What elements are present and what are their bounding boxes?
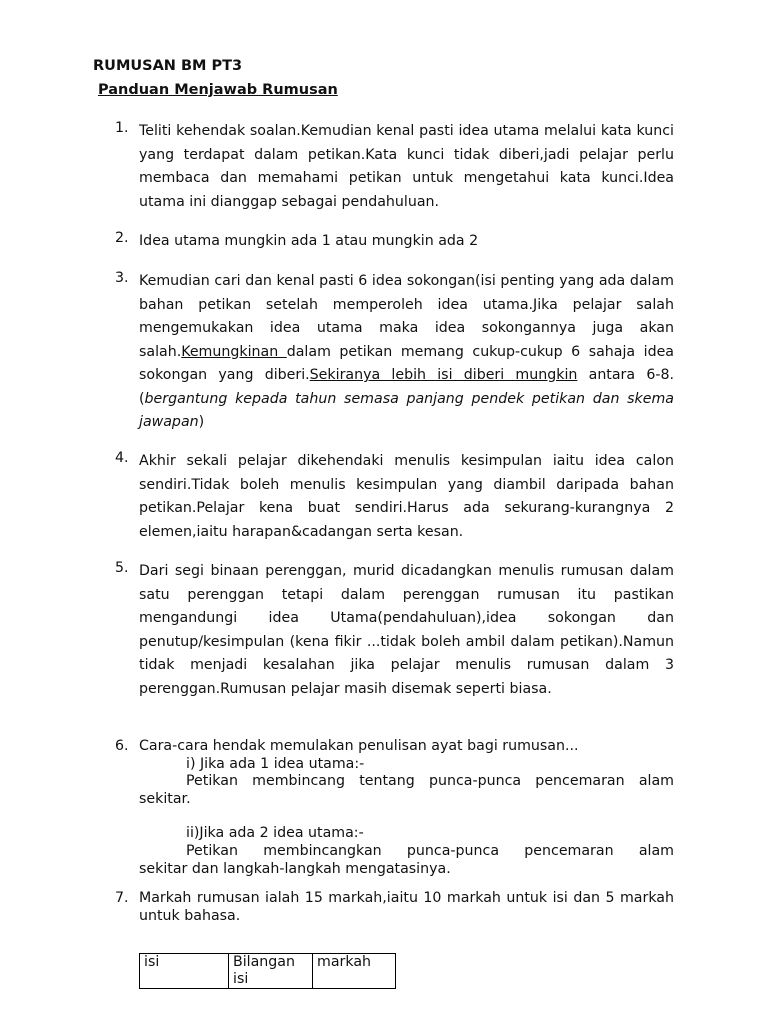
item-number: 1. bbox=[115, 120, 129, 136]
table-row bbox=[140, 954, 396, 989]
item-text: Idea utama mungkin ada 1 atau mungkin ada 2 bbox=[139, 233, 479, 249]
item-number: 3. bbox=[115, 270, 129, 286]
item-text-part: Kemudian cari dan kenal pasti 6 idea sokongan(isi penting yang ada dalam bahan petikan setelah memperoleh idea utama.Jika pelajar salah mengemukakan idea utama maka idea sokongannya juga akan salah. bbox=[139, 273, 674, 360]
item-number: 7. bbox=[115, 890, 129, 906]
italic-text: bergantung kepada tahun semasa panjang pendek petikan dan skema jawapan bbox=[139, 390, 674, 430]
option-2-example-cont: sekitar dan langkah-langkah mengatasinya. bbox=[139, 860, 451, 877]
item-text bbox=[139, 270, 674, 435]
item-text bbox=[139, 738, 674, 878]
item-text-part: dalam petikan memang cukup-cukup 6 sahaja idea sokongan yang diberi. bbox=[139, 343, 675, 383]
underlined-text: Sekiranya lebih isi diberi mungkin bbox=[309, 367, 578, 383]
marks-table bbox=[139, 953, 396, 989]
option-2-label: ii)Jika ada 2 idea utama:- bbox=[186, 825, 364, 842]
option-1-label: i) Jika ada 1 idea utama:- bbox=[186, 755, 365, 772]
item-text-part: antara 6-8.( bbox=[139, 367, 674, 407]
item-number: 4. bbox=[115, 450, 129, 466]
item-intro: Cara-cara hendak memulakan penulisan ayat bagi rumusan... bbox=[139, 738, 579, 754]
option-1-example-cont: sekitar. bbox=[139, 790, 191, 807]
document-title: RUMUSAN BM PT3 bbox=[93, 58, 243, 74]
list-item-5 bbox=[115, 560, 674, 701]
option-1-example: Petikan membincang tentang punca-punca pencemaran alam bbox=[186, 773, 674, 790]
list-item-4 bbox=[115, 450, 674, 544]
list-item-6 bbox=[115, 738, 674, 878]
item-number: 2. bbox=[115, 230, 129, 246]
item-number: 6. bbox=[115, 738, 129, 754]
item-text: Dari segi binaan perenggan, murid dicadangkan menulis rumusan dalam satu perenggan tetapi dalam perenggan rumusan itu pastikan mengandungi idea Utama(pendahuluan),idea sokongan dan penutup/kesimpulan (kena fikir ...tidak boleh ambil dalam petikan).Namun tidak menjadi kesalahan jika pelajar menulis rumusan dalam 3 perenggan.Rumusan pelajar masih disemak seperti biasa. bbox=[139, 563, 674, 697]
item-text: Teliti kehendak soalan.Kemudian kenal pasti idea utama melalui kata kunci yang terdapat dalam petikan.Kata kunci tidak diberi,jadi pelajar perlu membaca dan memahami petikan untuk mengetahui kata kunci.Idea utama ini dianggap sebagai pendahuluan. bbox=[139, 123, 674, 210]
table-header-cell: markah bbox=[313, 954, 396, 989]
list-item-1 bbox=[115, 120, 674, 214]
table-header-cell: Bilangan isi bbox=[229, 954, 313, 989]
list-item-7 bbox=[115, 890, 674, 925]
item-number: 5. bbox=[115, 560, 129, 576]
document-subtitle: Panduan Menjawab Rumusan bbox=[98, 82, 338, 98]
underlined-text: Kemungkinan bbox=[181, 343, 287, 360]
table-header-cell: isi bbox=[140, 954, 229, 989]
option-2-example: Petikan membincangkan punca-punca pencemaran alam bbox=[186, 842, 674, 859]
list-item-2 bbox=[115, 230, 674, 254]
list-item-3 bbox=[115, 270, 674, 435]
item-text: Akhir sekali pelajar dikehendaki menulis kesimpulan iaitu idea calon sendiri.Tidak boleh menulis kesimpulan yang diambil daripada bahan petikan.Pelajar kena buat sendiri.Harus ada sekurang-kurangnya 2 elemen,iaitu harapan&cadangan serta kesan. bbox=[139, 453, 674, 540]
item-text-part: ) bbox=[198, 414, 205, 430]
item-text: Markah rumusan ialah 15 markah,iaitu 10 markah untuk isi dan 5 markah untuk bahasa. bbox=[139, 890, 674, 924]
